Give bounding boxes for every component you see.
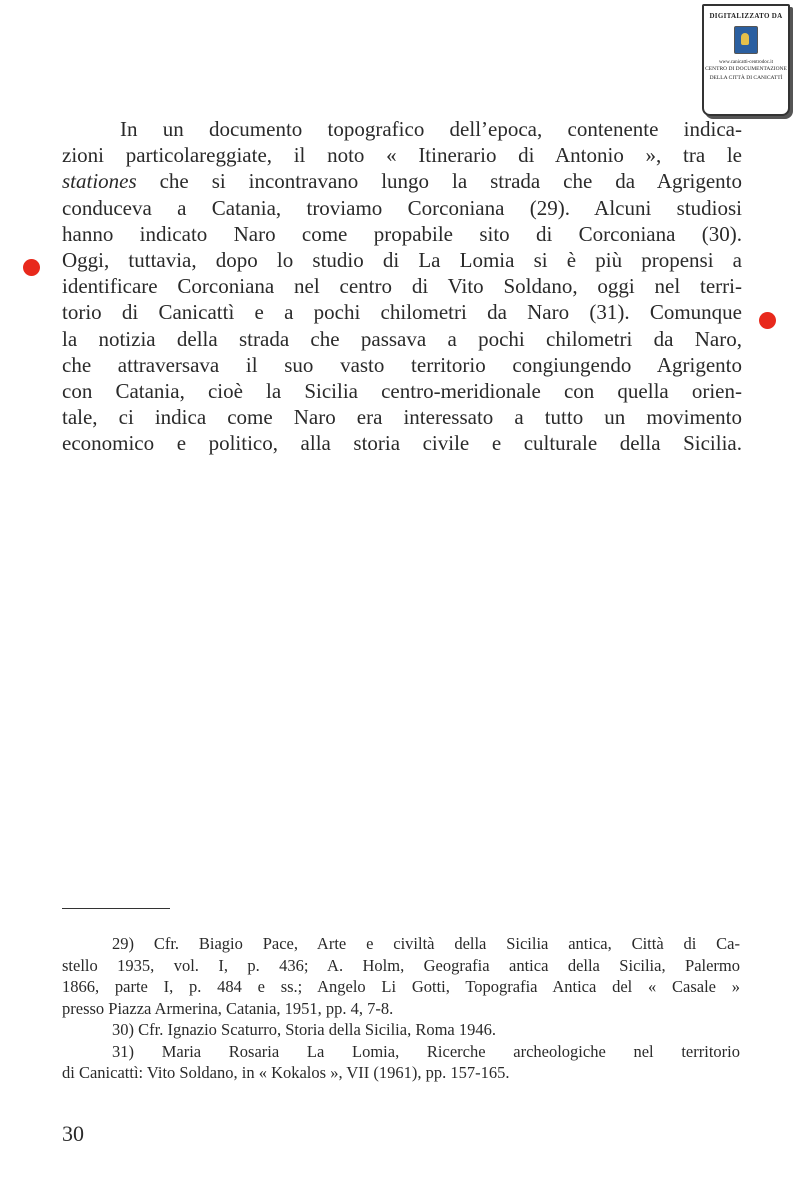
footnote-separator <box>62 908 170 909</box>
digitization-stamp <box>702 4 790 116</box>
body-paragraph <box>62 116 742 457</box>
body-line: che attraversava il suo vasto territorio congiungendo Agrigento <box>62 352 742 377</box>
stamp-url: www.canicatti-centrodoc.it <box>718 60 774 65</box>
coat-of-arms-icon <box>734 26 758 54</box>
body-line: torio di Canicattì e a pochi chilometri da Naro (31). Comunque <box>62 300 742 325</box>
page-number: 30 <box>62 1121 84 1146</box>
body-line: In un documento topografico dell’epoca, contenente indica- <box>120 117 742 141</box>
body-line <box>62 168 742 194</box>
footnote-line: 31) Maria Rosaria La Lomia, Ricerche archeologiche nel territorio <box>112 1041 740 1061</box>
footnote-line: di Canicattì: Vito Soldano, in « Kokalos », VII (1961), pp. 157-165. <box>62 1063 510 1082</box>
italic-term: stationes <box>62 169 137 194</box>
footnote-line: presso Piazza Armerina, Catania, 1951, pp. 4, 7-8. <box>62 998 394 1018</box>
footnote-line: 29) Cfr. Biagio Pace, Arte e civiltà della Sicilia antica, Città di Ca- <box>112 934 740 953</box>
body-line: zioni particolareggiate, il noto « Itinerario di Antonio », tra le <box>62 143 742 168</box>
body-line: la notizia della strada che passava a pochi chilometri da Naro, <box>62 326 742 351</box>
body-line: economico e politico, alla storia civile e culturale della Sicilia. <box>62 431 742 456</box>
footnotes <box>62 933 740 1084</box>
stamp-line-2: DELLA CITTÀ DI CANICATTÌ <box>709 75 783 81</box>
body-line: Oggi, tuttavia, dopo lo studio di La Lomia si è più propensi a <box>62 248 742 273</box>
body-line: tale, ci indica come Naro era interessato a tutto un movimento <box>62 405 742 430</box>
footnote-line: 1866, parte I, p. 484 e ss.; Angelo Li Gotti, Topografia Antica del « Casale » <box>62 977 740 996</box>
footnote-line: 30) Cfr. Ignazio Scaturro, Storia della Sicilia, Roma 1946. <box>112 1020 497 1039</box>
body-line: identificare Corconiana nel centro di Vito Soldano, oggi nel terri- <box>62 274 742 299</box>
body-line-rest: che si incontravano lungo la strada che da Agrigento <box>136 169 742 194</box>
body-line: conduceva a Catania, troviamo Corconiana (29). Alcuni studiosi <box>62 195 742 220</box>
red-marker-dot-right <box>759 312 776 329</box>
stamp-line-1: CENTRO DI DOCUMENTAZIONE <box>705 66 787 72</box>
red-marker-dot-left <box>23 259 40 276</box>
stamp-title: DIGITALIZZATO DA <box>709 12 783 20</box>
body-line: con Catania, cioè la Sicilia centro-meridionale con quella orien- <box>62 379 742 404</box>
body-line: hanno indicato Naro come propabile sito di Corconiana (30). <box>62 221 742 246</box>
footnote-line: stello 1935, vol. I, p. 436; A. Holm, Geografia antica della Sicilia, Palermo <box>62 955 740 975</box>
